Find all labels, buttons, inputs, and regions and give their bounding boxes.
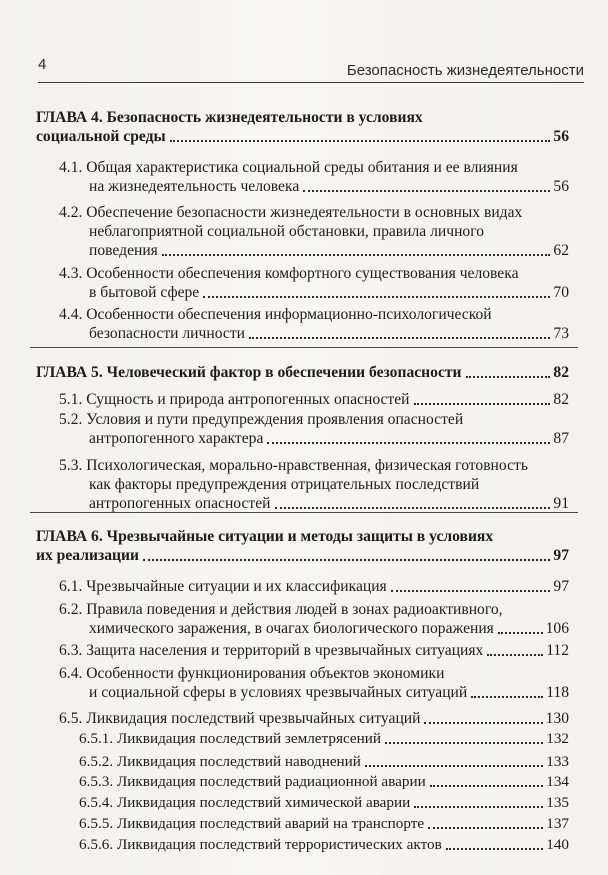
toc-page-number: 140 bbox=[546, 836, 569, 853]
toc-entry-line bbox=[79, 835, 569, 854]
toc-page-number: 130 bbox=[545, 710, 569, 727]
toc-subsection-entry bbox=[79, 729, 569, 748]
toc-entry-text: поведения bbox=[89, 242, 158, 259]
toc-entry-text: 6.5.5. Ликвидация последствий аварий на транспорте bbox=[79, 815, 425, 832]
toc-entry-text: антропогенного характера bbox=[89, 430, 264, 447]
toc-page-number: 56 bbox=[553, 128, 569, 145]
toc-entry-line bbox=[36, 108, 569, 127]
toc-section-entry bbox=[59, 158, 569, 196]
toc-page-number: 135 bbox=[546, 794, 569, 811]
toc-page-number: 87 bbox=[553, 430, 569, 447]
toc-entry-line bbox=[79, 793, 569, 812]
dot-leader bbox=[414, 403, 551, 405]
toc-subsection-entry bbox=[79, 835, 569, 854]
toc-entry-line bbox=[36, 546, 569, 565]
toc-entry-text: 6.4. Особенности функционирования объектов экономики bbox=[59, 665, 445, 682]
dot-leader bbox=[143, 559, 550, 561]
dot-leader bbox=[498, 632, 543, 634]
toc-entry-text: ГЛАВА 5. Человеческий фактор в обеспечении безопасности bbox=[36, 364, 462, 381]
toc-entry-text: неблагоприятной социальной обстановки, правила личного bbox=[89, 223, 485, 240]
toc-section-entry bbox=[59, 600, 569, 638]
toc-entry-text: 6.2. Правила поведения и действия людей в зонах радиоактивного, bbox=[59, 601, 503, 618]
dot-leader bbox=[430, 785, 543, 787]
toc-entry-line bbox=[59, 577, 569, 596]
dot-leader bbox=[424, 722, 542, 724]
toc-page-number: 112 bbox=[546, 642, 569, 659]
toc-entry-line bbox=[59, 158, 569, 177]
toc-entry-text: 6.5. Ликвидация последствий чрезвычайных ситуаций bbox=[59, 710, 421, 727]
toc-section-entry bbox=[59, 410, 569, 448]
toc-page-number: 134 bbox=[546, 773, 569, 790]
toc-entry-text: 4.1. Общая характеристика социальной среды обитания и ее влияния bbox=[59, 159, 518, 176]
dot-leader bbox=[428, 827, 543, 829]
dot-leader bbox=[170, 140, 551, 142]
toc-section-entry bbox=[59, 456, 569, 513]
toc-entry-line bbox=[59, 203, 569, 222]
toc-entry-text: 4.4. Особенности обеспечения информационно-психологической bbox=[59, 306, 492, 323]
dot-leader bbox=[446, 848, 543, 850]
dot-leader bbox=[385, 742, 543, 744]
toc-subsection-entry bbox=[79, 793, 569, 812]
toc-entry-text: 5.3. Психологическая, морально-нравственная, физическая готовность bbox=[59, 457, 528, 474]
toc-entry-text: безопасности личности bbox=[89, 325, 245, 342]
toc-section-entry bbox=[59, 203, 569, 260]
toc-entry-text: антропогенных опасностей bbox=[89, 495, 271, 512]
toc-page-number: 91 bbox=[553, 495, 569, 512]
dot-leader bbox=[487, 654, 543, 656]
toc-entry-line bbox=[59, 475, 569, 494]
toc-section-entry bbox=[59, 664, 569, 702]
toc-entry-line bbox=[36, 127, 569, 146]
chapter-divider bbox=[30, 347, 578, 348]
toc-section-entry bbox=[59, 641, 569, 660]
toc-entry-line bbox=[79, 772, 569, 791]
toc-entry-line bbox=[59, 429, 569, 448]
dot-leader bbox=[391, 590, 551, 592]
dot-leader bbox=[414, 806, 543, 808]
toc-entry-line bbox=[59, 456, 569, 475]
toc-page-number: 73 bbox=[553, 325, 569, 342]
toc-entry-text: в бытовой сфере bbox=[89, 284, 200, 301]
toc-entry-line bbox=[59, 305, 569, 324]
chapter-divider bbox=[30, 512, 578, 513]
book-title: Безопасность жизнедеятельности bbox=[346, 62, 584, 79]
toc-subsection-entry bbox=[79, 814, 569, 833]
toc-page-number: 132 bbox=[546, 730, 569, 747]
toc-subsection-entry bbox=[79, 772, 569, 791]
toc-entry-text: 6.5.2. Ликвидация последствий наводнений bbox=[79, 753, 361, 770]
toc-page-number: 56 bbox=[553, 178, 569, 195]
toc-section-entry bbox=[59, 577, 569, 596]
toc-entry-text: 5.1. Сущность и природа антропогенных опасностей bbox=[59, 391, 410, 408]
toc-chapter-entry bbox=[36, 363, 569, 382]
toc-entry-text: ГЛАВА 4. Безопасность жизнедеятельности в условиях bbox=[36, 109, 423, 126]
toc-entry-line bbox=[59, 283, 569, 302]
toc-entry-line bbox=[59, 241, 569, 260]
toc-page-number: 137 bbox=[546, 815, 569, 832]
toc-entry-line bbox=[59, 324, 569, 343]
toc-entry-line bbox=[59, 410, 569, 429]
toc-entry-line bbox=[59, 222, 569, 241]
toc-entry-text: 6.5.6. Ликвидация последствий террористических актов bbox=[79, 836, 442, 853]
dot-leader bbox=[267, 442, 550, 444]
toc-page-number: 133 bbox=[546, 753, 569, 770]
toc-section-entry bbox=[59, 264, 569, 302]
toc-entry-text: и социальной сферы в условиях чрезвычайных ситуаций bbox=[89, 684, 468, 701]
dot-leader bbox=[275, 507, 551, 509]
toc-entry-text: на жизнедеятельность человека bbox=[89, 178, 300, 195]
toc-section-entry bbox=[59, 390, 569, 409]
toc-entry-text: ГЛАВА 6. Чрезвычайные ситуации и методы защиты в условиях bbox=[36, 528, 494, 545]
toc-section-entry bbox=[59, 709, 569, 728]
toc-entry-text: 4.2. Обеспечение безопасности жизнедеятельности в основных видах bbox=[59, 204, 523, 221]
toc-entry-line bbox=[59, 390, 569, 409]
toc-entry-text: социальной среды bbox=[36, 128, 166, 145]
dot-leader bbox=[162, 254, 551, 256]
toc-entry-text: их реализации bbox=[36, 547, 139, 564]
toc-entry-line bbox=[59, 683, 569, 702]
toc-page-number: 97 bbox=[553, 578, 569, 595]
toc-page-number: 82 bbox=[553, 364, 569, 381]
toc-page-number: 62 bbox=[553, 242, 569, 259]
toc-entry-line bbox=[59, 664, 569, 683]
toc-entry-line bbox=[36, 363, 569, 382]
toc-entry-text: 6.5.1. Ликвидация последствий землетрясений bbox=[79, 730, 381, 747]
dot-leader bbox=[466, 376, 551, 378]
toc-entry-line bbox=[59, 264, 569, 283]
dot-leader bbox=[471, 696, 543, 698]
toc-entry-text: 6.1. Чрезвычайные ситуации и их классификация bbox=[59, 578, 387, 595]
toc-chapter-entry bbox=[36, 108, 569, 146]
toc-entry-text: как факторы предупреждения отрицательных последствий bbox=[89, 476, 480, 493]
toc-entry-line bbox=[79, 729, 569, 748]
toc-page-number: 106 bbox=[545, 620, 569, 637]
toc-entry-line bbox=[59, 709, 569, 728]
dot-leader bbox=[365, 765, 543, 767]
toc-entry-line bbox=[59, 641, 569, 660]
toc-entry-text: 5.2. Условия и пути предупреждения проявления опасностей bbox=[59, 411, 464, 428]
toc-entry-line bbox=[36, 527, 569, 546]
toc-entry-line bbox=[59, 177, 569, 196]
toc-page-number: 118 bbox=[546, 684, 569, 701]
toc-entry-text: 6.3. Защита населения и территорий в чрезвычайных ситуациях bbox=[59, 642, 484, 659]
toc-entry-line bbox=[59, 494, 569, 513]
dot-leader bbox=[303, 190, 550, 192]
toc-section-entry bbox=[59, 305, 569, 343]
page-number: 4 bbox=[38, 56, 47, 73]
toc-entry-text: 4.3. Особенности обеспечения комфортного существования человека bbox=[59, 265, 519, 282]
toc-entry-line bbox=[59, 619, 569, 638]
toc-entry-text: 6.5.4. Ликвидация последствий химической аварии bbox=[79, 794, 411, 811]
dot-leader bbox=[249, 337, 550, 339]
dot-leader bbox=[203, 296, 550, 298]
toc-entry-line bbox=[79, 814, 569, 833]
toc-page-number: 82 bbox=[553, 391, 569, 408]
toc-entry-text: химического заражения, в очагах биологического поражения bbox=[89, 620, 494, 637]
toc-entry-line bbox=[79, 752, 569, 771]
toc-subsection-entry bbox=[79, 752, 569, 771]
toc-entry-line bbox=[59, 600, 569, 619]
toc-page-number: 70 bbox=[553, 284, 569, 301]
toc-page-number: 97 bbox=[553, 547, 569, 564]
toc-entry-text: 6.5.3. Ликвидация последствий радиационной аварии bbox=[79, 773, 426, 790]
toc-chapter-entry bbox=[36, 527, 569, 565]
